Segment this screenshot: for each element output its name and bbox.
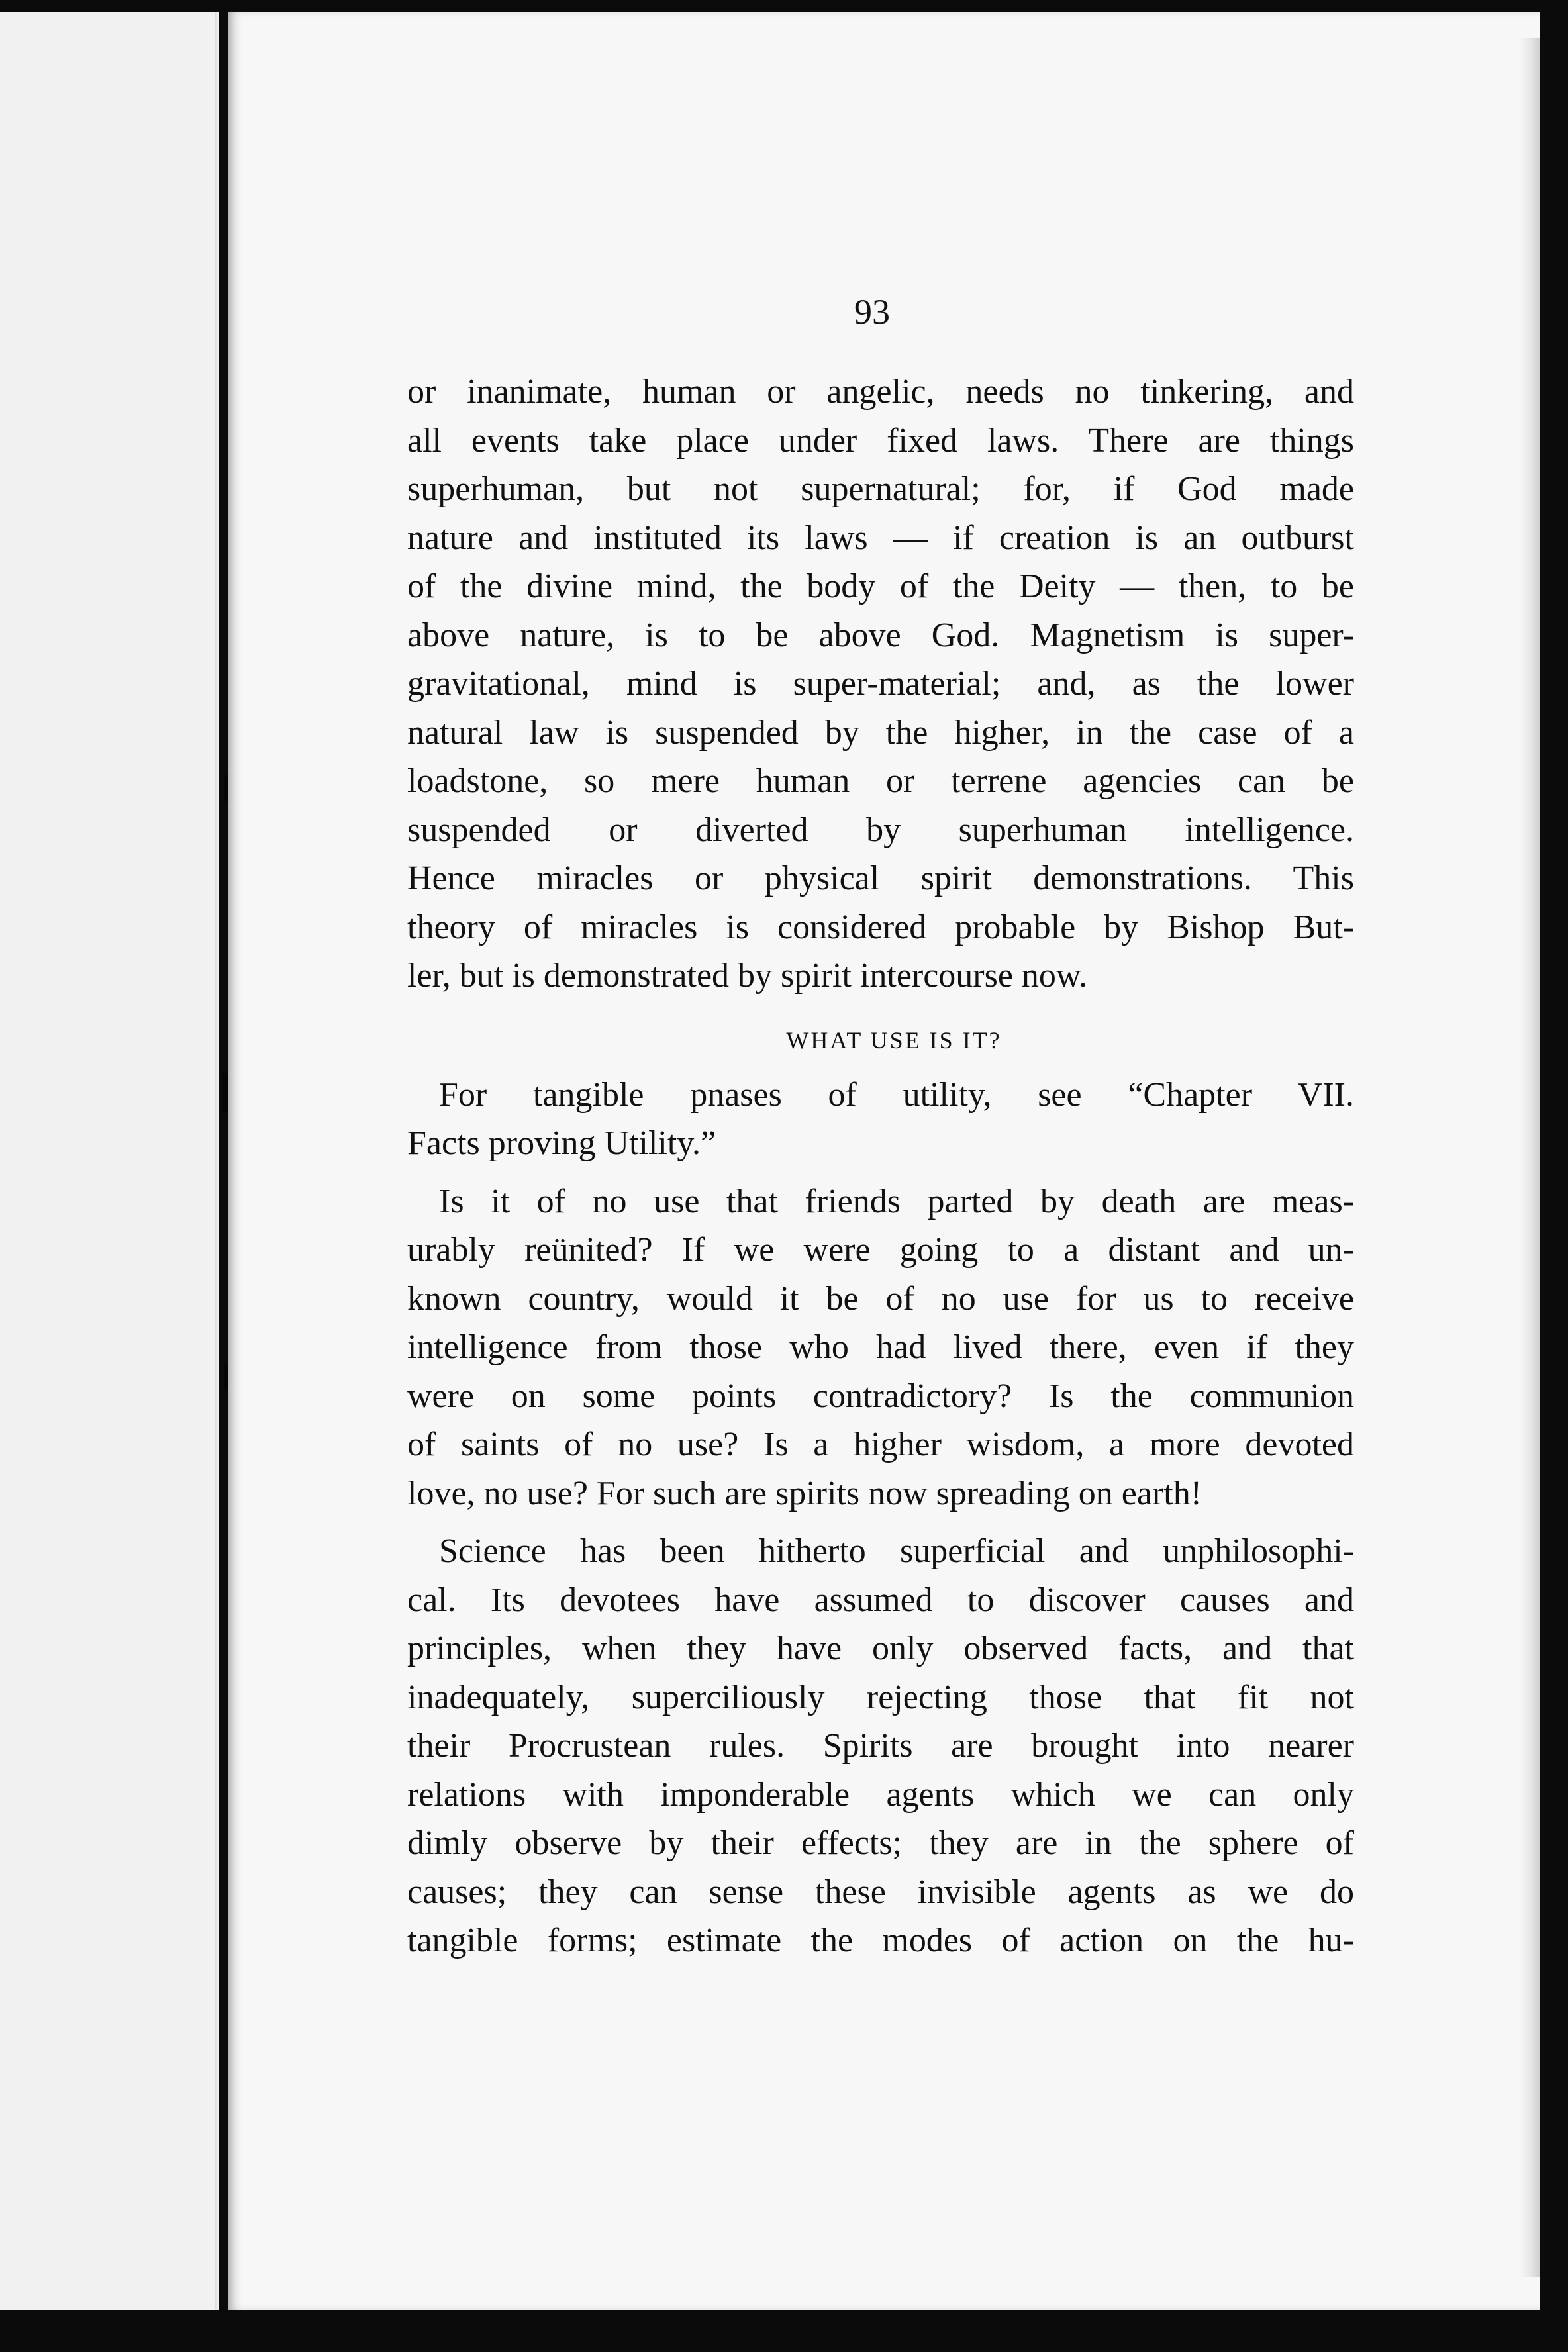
text-line: dimly observe by their effects; they are in the sphere of (407, 1824, 1354, 1862)
text-line: urably reünited? If we were going to a distant and un- (407, 1231, 1354, 1269)
paragraph (407, 1071, 1354, 1168)
text-line: loadstone, so mere human or terrene agencies can be (407, 762, 1354, 800)
text-line: all events take place under fixed laws. There are things (407, 421, 1354, 460)
text-line: of saints of no use? Is a higher wisdom, a more devoted (407, 1426, 1354, 1463)
text-line: cal. Its devotees have assumed to discover causes and (407, 1581, 1354, 1619)
text-line: or inanimate, human or angelic, needs no tinkering, and (407, 373, 1354, 411)
text-line: Science has been hitherto superficial and unphilosophi- (439, 1532, 1354, 1570)
text-line: nature and instituted its laws — if creation is an outburst (407, 518, 1354, 557)
text-line: theory of miracles is considered probable by Bishop But- (407, 908, 1354, 946)
text-line: above nature, is to be above God. Magnetism is super- (407, 616, 1354, 654)
text-line: were on some points contradictory? Is the communion (407, 1377, 1354, 1415)
facing-page-left (0, 12, 219, 2310)
text-line: their Procrustean rules. Spirits are brought into nearer (407, 1727, 1354, 1765)
text-line: ler, but is demonstrated by spirit intercourse now. (407, 957, 1088, 995)
text-line: gravitational, mind is super-material; and, as the lower (407, 665, 1354, 703)
text-line: intelligence from those who had lived there, even if they (407, 1328, 1354, 1366)
text-line: principles, when they have only observed facts, and that (407, 1630, 1354, 1667)
text-line: inadequately, superciliously rejecting those that fit not (407, 1678, 1354, 1716)
text-line: superhuman, but not supernatural; for, if God made (407, 470, 1354, 508)
text-line: Is it of no use that friends parted by death are meas- (439, 1182, 1354, 1220)
page-number: 93 (854, 292, 890, 332)
text-line: tangible forms; estimate the modes of action on the hu- (407, 1922, 1354, 1959)
paragraph (407, 1177, 1354, 1518)
page-outer-edge-shadow (1520, 38, 1540, 2277)
text-line: of the divine mind, the body of the Deity — then, to be (407, 567, 1354, 605)
text-line: For tangible pnases of utility, see “Chapter VII. (439, 1075, 1354, 1114)
text-line: known country, would it be of no use for us to receive (407, 1279, 1354, 1318)
text-line: causes; they can sense these invisible agents as we do (407, 1873, 1354, 1911)
text-line: natural law is suspended by the higher, in the case of a (407, 713, 1354, 752)
text-line: Hence miracles or physical spirit demonstrations. This (407, 859, 1354, 897)
text-line: suspended or diverted by superhuman intelligence. (407, 810, 1354, 849)
page-body-text (407, 368, 1354, 1965)
paragraph (407, 1527, 1354, 1965)
text-line: love, no use? For such are spirits now spreading on earth! (407, 1474, 1202, 1512)
section-heading: WHAT USE IS IT? (786, 1026, 1002, 1054)
paragraph (407, 368, 1354, 1001)
text-line: Facts proving Utility.” (407, 1124, 716, 1162)
text-line: relations with imponderable agents which we can only (407, 1775, 1354, 1814)
